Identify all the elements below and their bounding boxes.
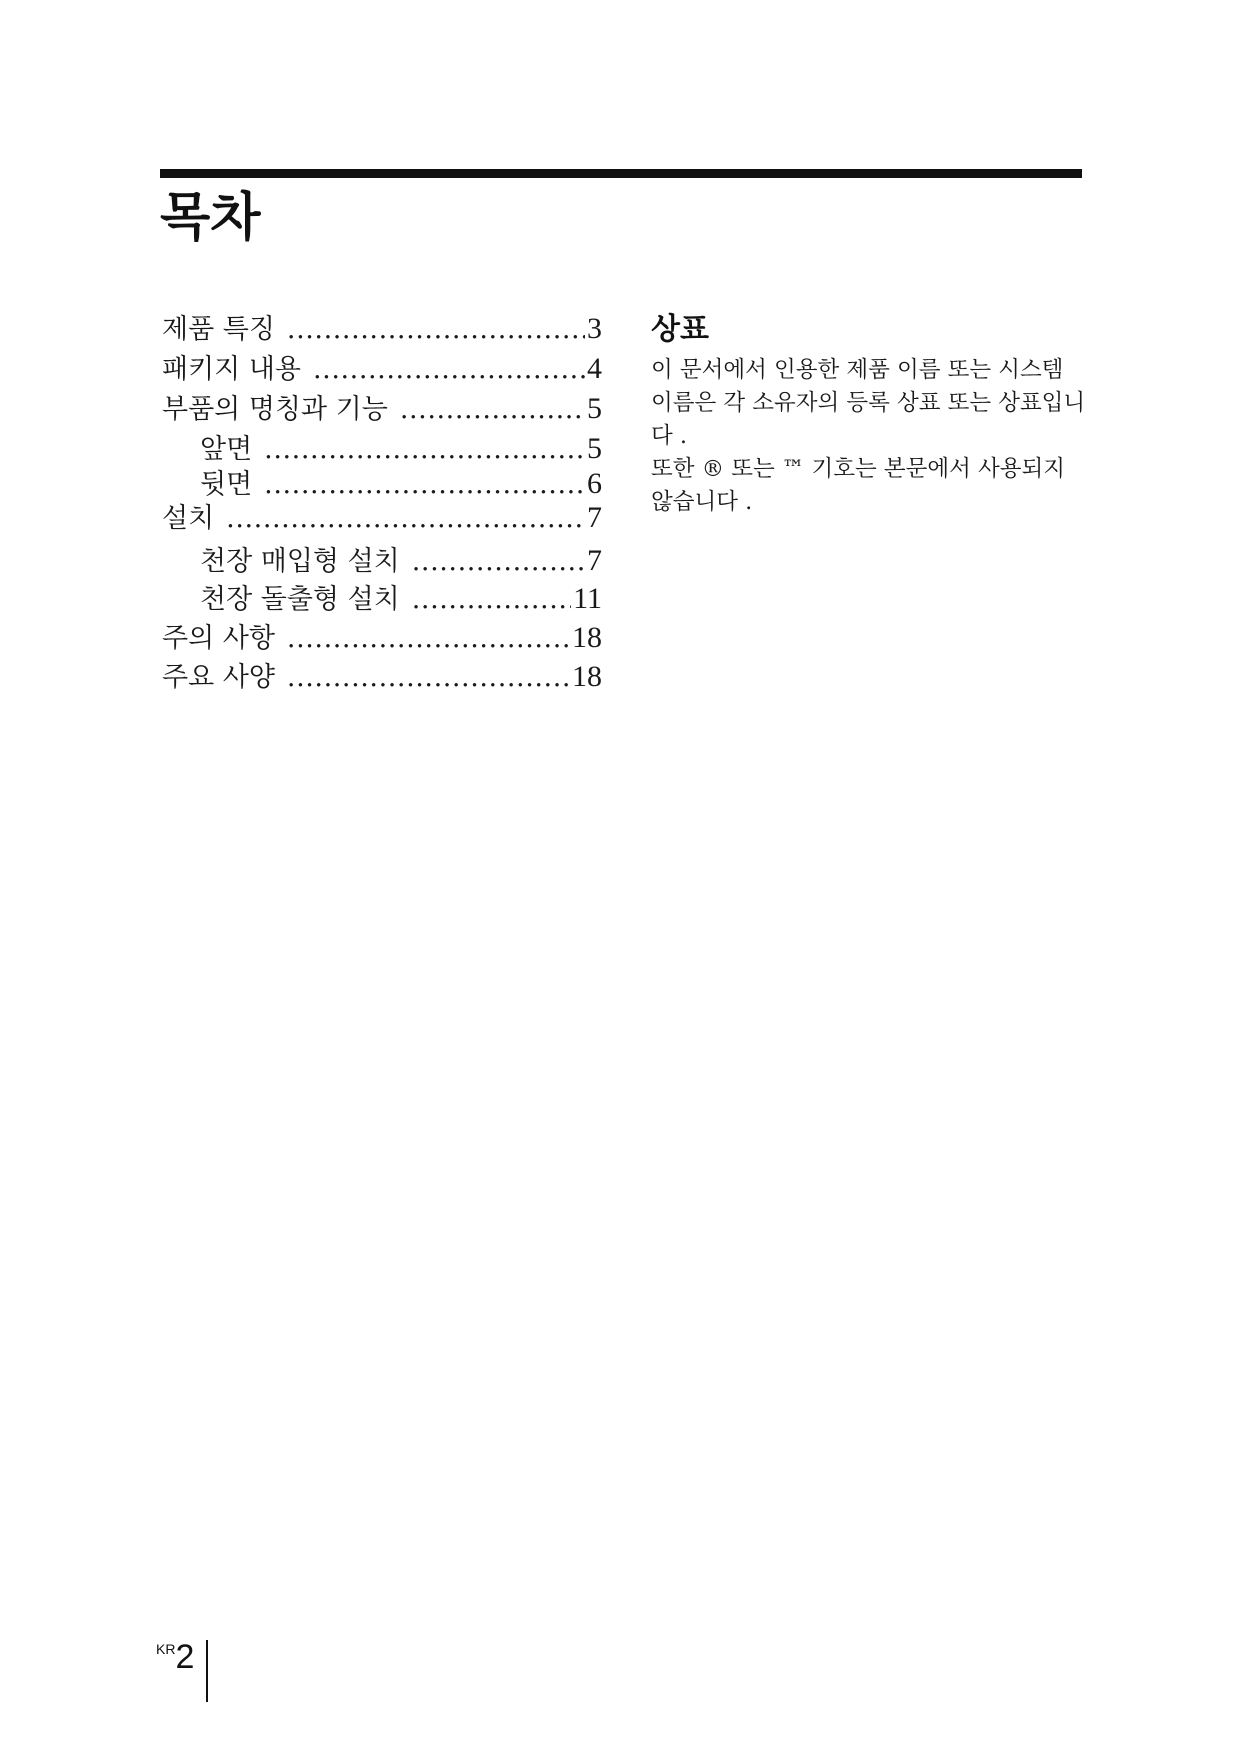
trademarks-section <box>651 310 1091 519</box>
toc-item-page: 6 <box>587 467 602 500</box>
toc-leader <box>264 468 585 502</box>
toc-leader <box>313 353 585 387</box>
toc-item-label: 천장 돌출형 설치 <box>200 584 400 615</box>
toc-item-page: 7 <box>587 544 602 577</box>
toc-item-label: 패키지 내용 <box>162 354 301 385</box>
toc-item-label: 뒷면 <box>200 469 253 500</box>
toc-leader <box>400 393 585 427</box>
toc-item[interactable] <box>162 312 602 347</box>
toc-leader <box>287 622 570 656</box>
toc-item-page: 7 <box>587 501 602 534</box>
toc-subitem[interactable] <box>200 467 602 502</box>
toc-leader <box>287 661 570 695</box>
trademarks-note: 또한 ® 또는 ™ 기호는 본문에서 사용되지 않습니다 . <box>651 456 1065 515</box>
toc-item-label: 천장 매입형 설치 <box>200 546 400 577</box>
trademarks-heading: 상표 <box>651 312 709 347</box>
toc-subitem[interactable] <box>200 582 602 617</box>
toc-item-page: 3 <box>587 312 602 345</box>
toc-leader <box>412 583 571 617</box>
toc-leader <box>226 502 585 536</box>
toc-leader <box>264 433 585 467</box>
toc-leader <box>412 545 585 579</box>
footer-divider <box>206 1640 208 1702</box>
toc-leader <box>287 313 585 347</box>
toc-item-label: 부품의 명칭과 기능 <box>162 394 388 425</box>
page-number-value: 2 <box>175 1638 195 1676</box>
toc-item-label: 제품 특징 <box>162 314 275 345</box>
toc-item-page: 4 <box>587 352 602 385</box>
trademarks-paragraph: 이 문서에서 인용한 제품 이름 또는 시스템 이름은 각 소유자의 등록 상표 또는 상표입니다 . <box>651 357 1086 449</box>
toc-item-page: 18 <box>572 660 602 693</box>
toc-item-page: 5 <box>587 392 602 425</box>
toc-item-label: 주의 사항 <box>162 623 275 654</box>
toc-item[interactable] <box>162 352 602 387</box>
toc-item-page: 5 <box>587 432 602 465</box>
toc-item[interactable] <box>162 660 602 695</box>
toc-item-page: 18 <box>572 621 602 654</box>
page-number <box>156 1638 194 1677</box>
toc-item[interactable] <box>162 392 602 427</box>
toc-subitem[interactable] <box>200 544 602 579</box>
toc-item-label: 주요 사양 <box>162 662 275 693</box>
toc-item[interactable] <box>162 621 602 656</box>
title-rule <box>160 169 1082 178</box>
toc-item-label: 설치 <box>162 503 215 534</box>
page-title: 목차 <box>160 188 261 248</box>
toc-item-page: 11 <box>573 582 602 615</box>
toc-subitem[interactable] <box>200 432 602 467</box>
language-code: KR <box>156 1641 176 1657</box>
toc-item-label: 앞면 <box>200 434 253 465</box>
toc-item[interactable] <box>162 501 602 536</box>
